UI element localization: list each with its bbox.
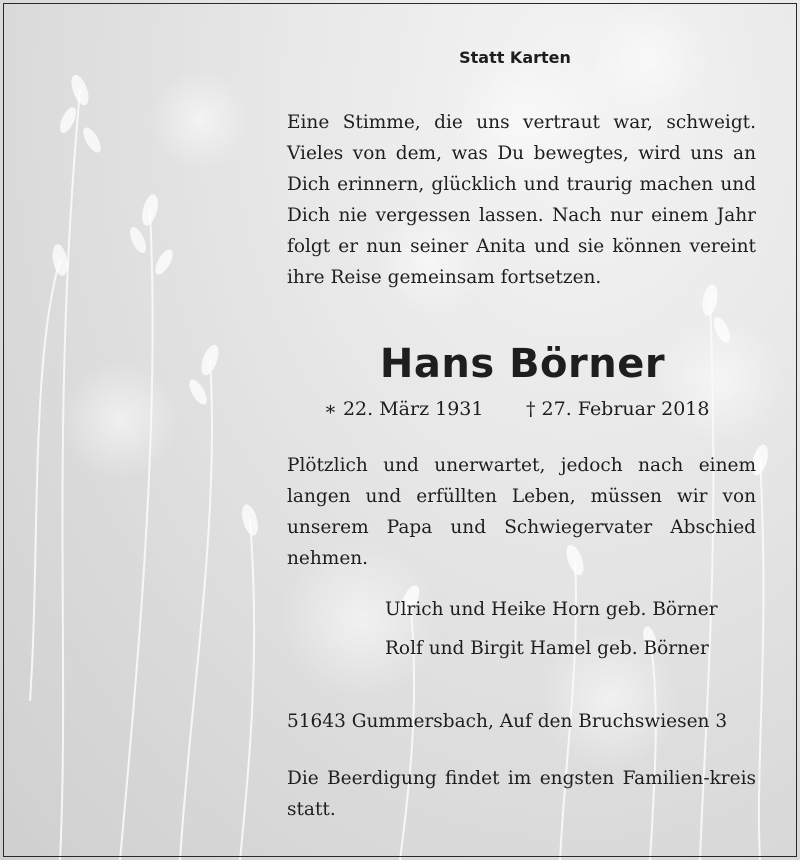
birth-date: ∗ 22. März 1931 [324, 398, 484, 420]
header-label: Statt Karten [459, 48, 571, 67]
family-address: 51643 Gummersbach, Auf den Bruchswiesen 3 [287, 711, 728, 732]
deceased-name: Hans Börner [379, 341, 666, 387]
memorial-poem: Eine Stimme, die uns vertraut war, schweigt. Vieles von dem, was Du bewegtes, wird uns an Dich erinnern, glücklich und traurig machen und Dich nie vergessen lassen. Nach nur einem Jahr folgt er nun seiner Anita und sie können vereint ihre Reise gemeinsam fortsetzen. [287, 112, 756, 288]
funeral-note: Die Beerdigung findet im engsten Familien-kreis statt. [287, 768, 756, 820]
condolence-message: Plötzlich und unerwartet, jedoch nach einem langen und erfüllten Leben, müssen wir von unserem Papa und Schwiegervater Abschied nehmen. [287, 455, 756, 569]
death-date: † 27. Februar 2018 [526, 398, 710, 420]
mourner-name: Rolf und Birgit Hamel geb. Börner [385, 638, 709, 659]
mourner-name: Ulrich und Heike Horn geb. Börner [385, 599, 718, 620]
